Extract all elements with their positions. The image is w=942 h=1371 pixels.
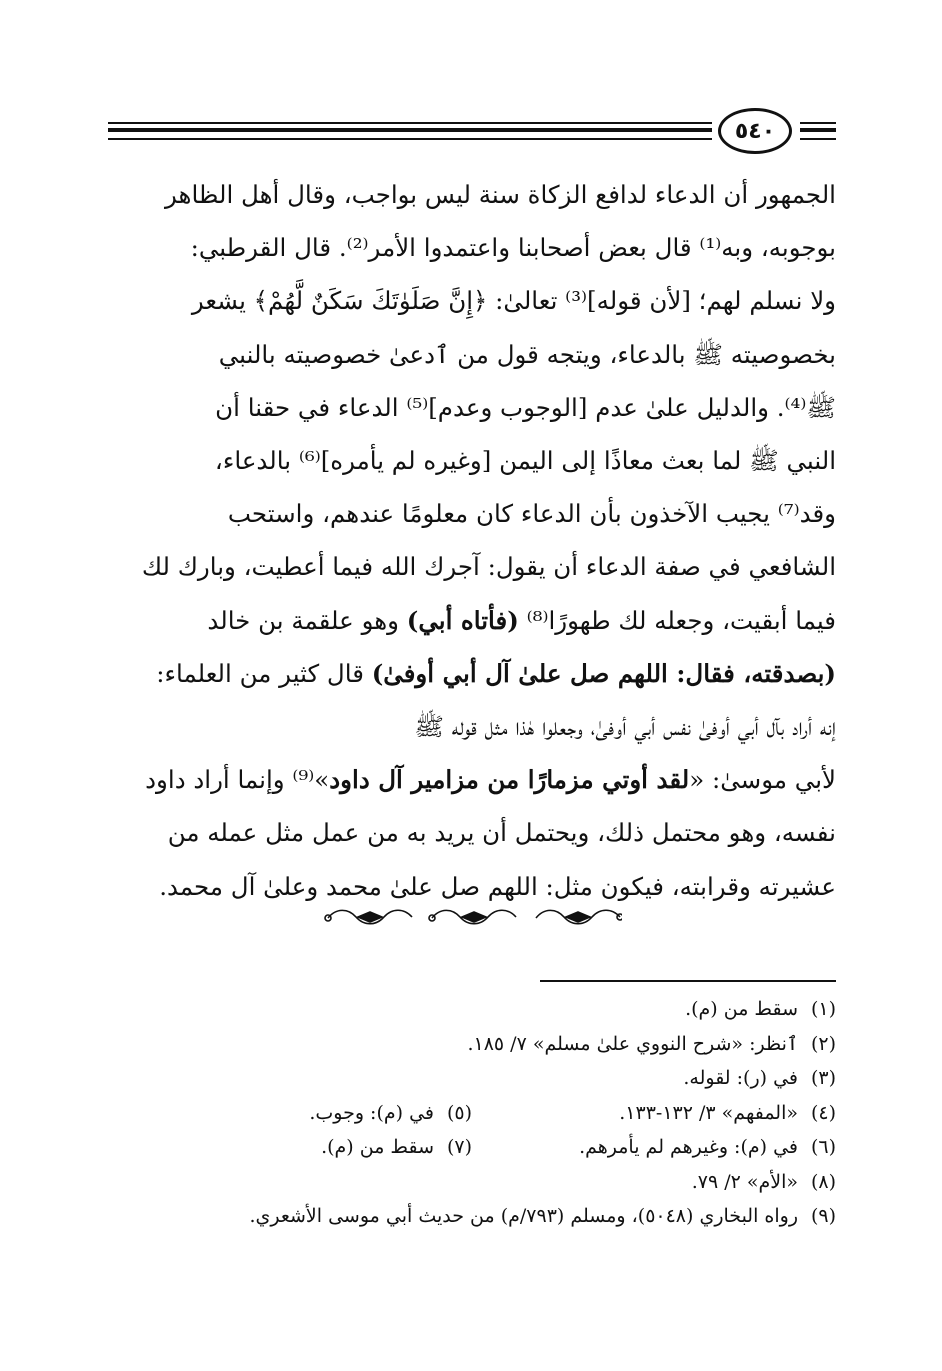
footnote	[472, 1096, 836, 1131]
footnote-separator	[540, 980, 836, 982]
hadith-quote: (فأتاه أبي)	[406, 605, 519, 635]
footnote-row	[108, 1130, 836, 1165]
footnote-number: (٧)	[446, 1136, 472, 1158]
header-rule-right-top	[800, 122, 836, 124]
footnote-text: «المفهم» ٣/ ١٣٢-١٣٣.	[619, 1101, 798, 1124]
text-line: بوجوبه، وبه⁽¹⁾ قال بعض أصحابنا واعتمدوا الأمر⁽²⁾. قال القرطبي:	[190, 233, 836, 263]
text-segment: قال كثير من العلماء:	[156, 658, 372, 688]
text-line: عشيرته وقرابته، فيكون مثل: اللهم صل علىٰ محمد وعلىٰ آل محمد.	[159, 871, 836, 901]
text-line: وقد⁽⁷⁾ يجيب الآخذون بأن الدعاء كان معلومًا عندهم، واستحب	[227, 499, 836, 529]
text-segment: وهو علقمة بن خالد	[207, 605, 407, 635]
footnote	[108, 1165, 836, 1200]
footnote-number: (٩)	[810, 1205, 836, 1227]
footnote-number: (٣)	[810, 1067, 836, 1089]
main-text	[108, 168, 836, 913]
footnote-number: (٥)	[446, 1101, 472, 1124]
footnote-number: (٦)	[810, 1136, 836, 1158]
footnote	[108, 1027, 836, 1062]
footnote-text: «الأم» ٢/ ٧٩.	[691, 1170, 798, 1193]
text-line: الشافعي في صفة الدعاء أن يقول: آجرك الله فيما أعطيت، وبارك لك	[141, 552, 836, 582]
footnote-number: (٤)	[810, 1101, 836, 1124]
footnote-number: (٨)	[810, 1170, 836, 1193]
footnote	[108, 1130, 472, 1165]
header-rule-thin-bottom	[108, 138, 712, 140]
footnote	[472, 1130, 836, 1165]
hadith-quote: لقد أوتي مزمارًا من مزامير آل داود	[329, 765, 690, 795]
footnote-text: ٱنظر: «شرح النووي علىٰ مسلم» ٧/ ١٨٥.	[467, 1032, 798, 1055]
header-rule-right	[800, 128, 836, 132]
footnote-number: (٢)	[810, 1032, 836, 1055]
text-segment: »⁽⁹⁾ وإنما أراد داود	[145, 765, 330, 795]
footnote-text: في (ر): لقوله.	[683, 1067, 798, 1089]
footnote	[108, 1096, 472, 1131]
footnote-text: رواه البخاري (٥٠٤٨)، ومسلم (٧٩٣/م) من حديث أبي موسى الأشعري.	[249, 1205, 798, 1227]
page-header	[108, 108, 836, 158]
text-segment: لأبي موسىٰ: «	[689, 765, 836, 795]
text-line	[108, 647, 836, 700]
text-line: النبي ﷺ لما بعث معاذًا إلى اليمن [وغيره لم يأمره]⁽⁶⁾ بالدعاء،	[214, 446, 836, 476]
text-line	[108, 594, 836, 647]
footnote	[108, 1061, 836, 1096]
hadith-quote: (بصدقته، فقال: اللهم صل علىٰ آل أبي أوفىٰ)	[371, 658, 836, 688]
footnote-text: سقط من (م).	[321, 1136, 434, 1158]
text-line: بخصوصيته ﷺ بالدعاء، ويتجه قول من ٱدعىٰ خصوصيته بالنبي	[218, 339, 836, 369]
header-rule-thick	[108, 128, 712, 132]
text-line: نفسه، وهو محتمل ذلك، ويحتمل أن يريد به من عمل مثل عمله من	[167, 818, 836, 848]
text-line: ولا نسلم لهم؛ [لأن قوله]⁽³⁾ تعالىٰ: ﴿إِنَّ صَلَوٰتَكَ سَكَنٌ لَّهُمْ﴾ يشعر	[191, 286, 836, 316]
footnote-text: في (م): وجوب.	[309, 1101, 434, 1124]
text-line: إنه أراد بآل أبي أوفىٰ نفس أبي أوفىٰ، وجعلوا هٰذا مثل قوله ﷺ	[414, 712, 836, 742]
text-line: الجمهور أن الدعاء لدافع الزكاة سنة ليس بواجب، وقال أهل الظاهر	[165, 180, 836, 209]
header-rule-thin-top	[108, 122, 712, 124]
page-number: ٥٤٠	[718, 108, 792, 154]
footnote-text: سقط من (م).	[685, 998, 798, 1020]
header-rule-right-bottom	[800, 138, 836, 140]
ornament-divider-icon	[322, 904, 622, 930]
footnote-row	[108, 1096, 836, 1131]
footnotes	[108, 992, 836, 1234]
text-line: ﷺ⁽⁴⁾. والدليل علىٰ عدم [الوجوب وعدم]⁽⁵⁾ الدعاء في حقنا أن	[215, 392, 836, 422]
footnote	[108, 992, 836, 1027]
footnote	[108, 1199, 836, 1234]
footnote-number: (١)	[810, 998, 836, 1020]
text-segment: فيما أبقيت، وجعله لك طهورًا⁽⁸⁾	[518, 605, 836, 635]
text-line	[108, 753, 836, 806]
footnote-text: في (م): وغيرهم لم يأمرهم.	[579, 1136, 798, 1158]
